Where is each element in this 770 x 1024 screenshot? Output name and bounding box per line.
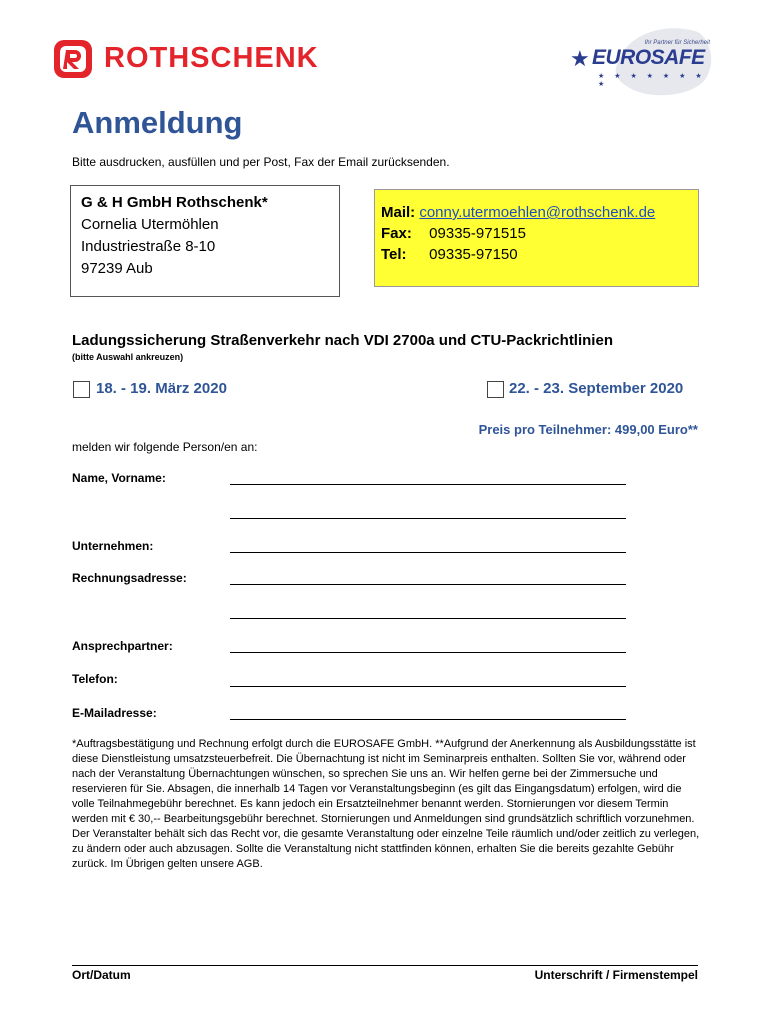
rothschenk-logo-icon — [52, 38, 94, 80]
address-company: G & H GmbH Rothschenk* — [81, 194, 268, 211]
signature-line — [72, 965, 698, 966]
billing-label: Rechnungsadresse: — [72, 571, 187, 585]
address-street: Industriestraße 8-10 — [81, 238, 216, 255]
place-date-label: Ort/Datum — [72, 968, 131, 982]
phone-line[interactable] — [230, 685, 626, 687]
intro-text: Bitte ausdrucken, ausfüllen und per Post, Fax der Email zurücksenden. — [72, 155, 450, 169]
name-label: Name, Vorname: — [72, 471, 166, 485]
email-line[interactable] — [230, 718, 626, 720]
course-title: Ladungssicherung Straßenverkehr nach VDI 2700a und CTU-Packrichtlinien — [72, 332, 613, 349]
address-city: 97239 Aub — [81, 260, 153, 277]
price-text: Preis pro Teilnehmer: 499,00 Euro** — [478, 422, 698, 437]
form-intro: melden wir folgende Person/en an: — [72, 440, 258, 454]
eurosafe-logo — [568, 22, 718, 102]
mail-link[interactable]: conny.utermoehlen@rothschenk.de — [419, 204, 656, 221]
tel-number: 09335-97150 — [429, 246, 518, 263]
billing-line-1[interactable] — [230, 583, 626, 585]
page-title: Anmeldung — [72, 105, 243, 140]
eurosafe-tagline: Ihr Partner für Sicherheit — [644, 40, 710, 46]
company-line[interactable] — [230, 551, 626, 553]
date2-label: 22. - 23. September 2020 — [509, 380, 684, 397]
tel-label: Tel: — [381, 246, 407, 263]
billing-line-2[interactable] — [230, 617, 626, 619]
terms-footnote: *Auftragsbestätigung und Rechnung erfolgt durch die EUROSAFE GmbH. **Aufgrund der Anerkennung als Ausbildungsstätte ist diese Dienstleistung umsatzsteuerbefreit. Die Übernachtung ist nicht im Seminarpreis enthalten. Sollten Sie vor, während oder nach der Veranstaltung Übernachtungen wünschen, so sprechen Sie uns an. Wir helfen gerne bei der Zimmersuche und reservieren für Sie. Absagen, die innerhalb 14 Tagen vor Veranstaltungsbeginn (es gilt das Eingangsdatum) erfolgen, wird die volle Teilnahmegebühr berechnet. Es kann jedoch ein Ersatzteilnehmer benannt werden. Stornierungen vor diesem Termin werden mit € 30,-- Bearbeitungsgebühr berechnet. Stornierungen und Anmeldungen sind grundsätzlich schriftlich vorzunehmen. Der Veranstalter behält sich das Recht vor, die gesamte Veranstaltung oder einzelne Teile räumlich und/oder zeitlich zu verlegen, zu ändern oder auch abzusagen. Sollte die Veranstaltung nicht stattfinden können, erhalten Sie die bereits gezahlte Gebühr zurück. Im Übrigen gelten unsere AGB. — [72, 738, 700, 870]
date1-label: 18. - 19. März 2020 — [96, 380, 227, 397]
fax-number: 09335-971515 — [429, 225, 526, 242]
date2-checkbox[interactable] — [487, 381, 504, 398]
address-box — [70, 185, 340, 297]
fax-label: Fax: — [381, 225, 412, 242]
name-line-1[interactable] — [230, 483, 626, 485]
contact-person-line[interactable] — [230, 651, 626, 653]
eurosafe-stars: ★ ★ ★ ★ ★ ★ ★ ★ — [598, 73, 706, 88]
name-line-2[interactable] — [230, 517, 626, 519]
email-label: E-Mailadresse: — [72, 706, 157, 720]
eurosafe-name: EUROSAFE — [592, 46, 705, 69]
star-icon: ★ — [570, 46, 590, 71]
selection-hint: (bitte Auswahl ankreuzen) — [72, 352, 184, 362]
phone-label: Telefon: — [72, 672, 118, 686]
date1-checkbox[interactable] — [73, 381, 90, 398]
company-label: Unternehmen: — [72, 539, 154, 553]
brand-name: ROTHSCHENK — [104, 42, 319, 74]
contact-note — [374, 189, 699, 287]
address-person: Cornelia Utermöhlen — [81, 216, 219, 233]
signature-label: Unterschrift / Firmenstempel — [534, 968, 698, 982]
mail-label: Mail: — [381, 204, 416, 221]
contact-person-label: Ansprechpartner: — [72, 639, 173, 653]
